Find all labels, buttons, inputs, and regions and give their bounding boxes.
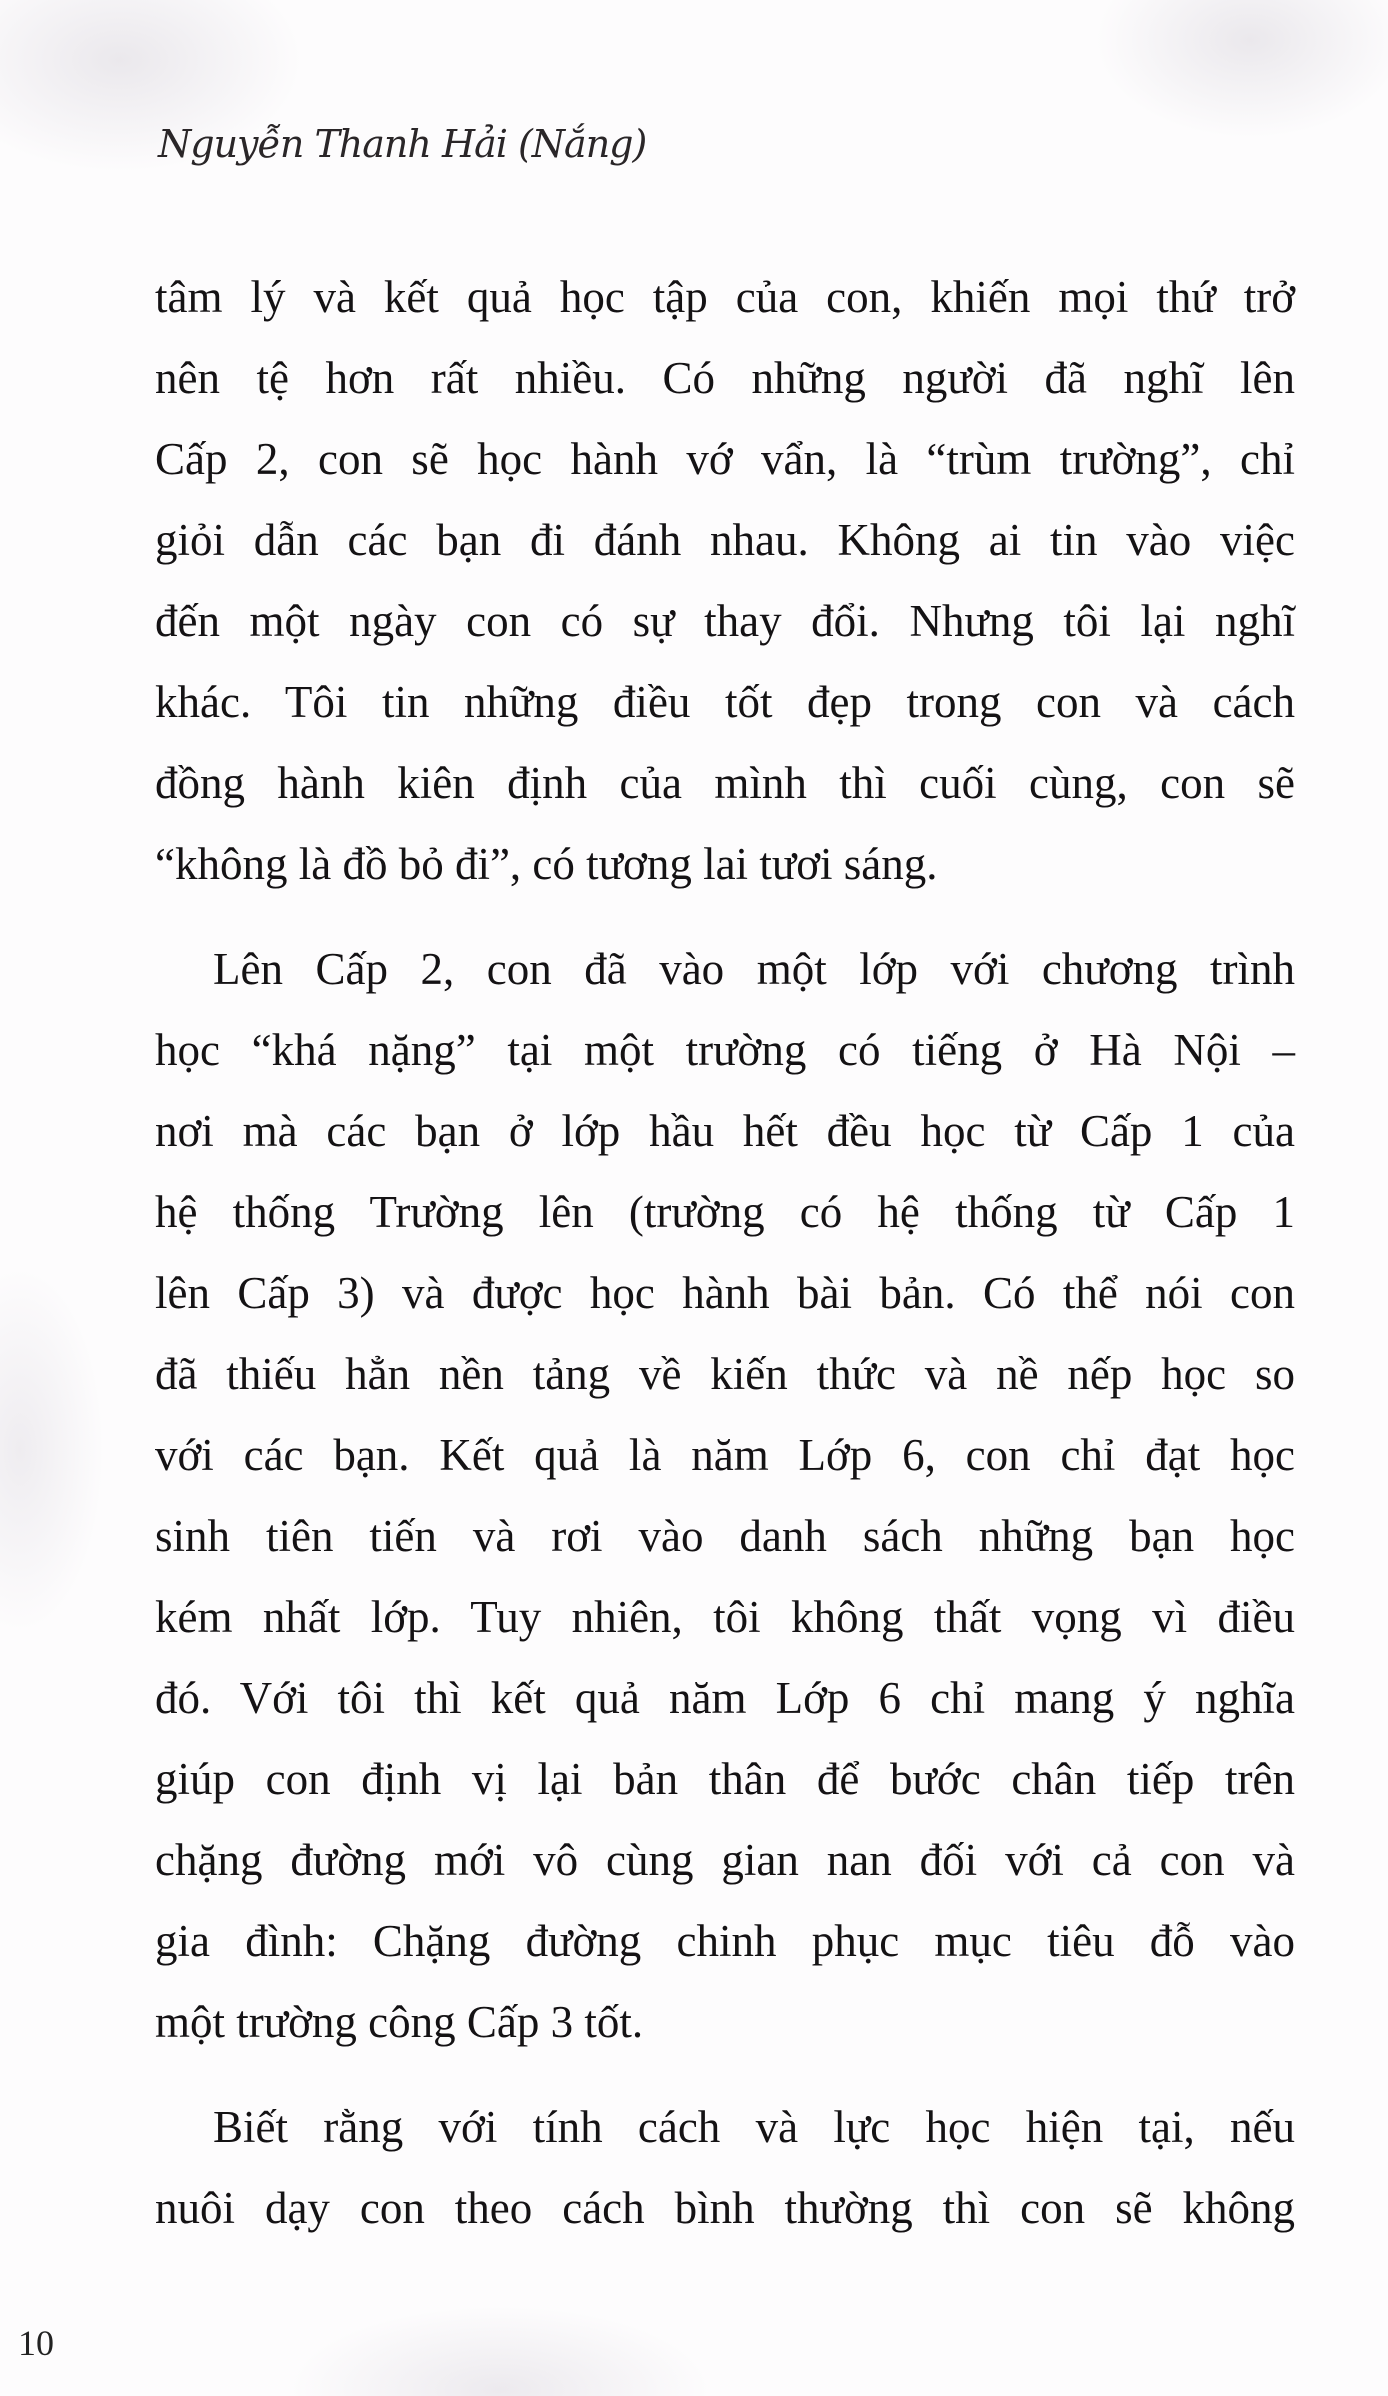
text-line: kém nhất lớp. Tuy nhiên, tôi không thất vọng vì điều: [155, 1592, 1295, 1642]
text-line: một trường công Cấp 3 tốt.: [155, 1997, 644, 2047]
text-line: nơi mà các bạn ở lớp hầu hết đều học từ Cấp 1 của: [155, 1106, 1295, 1156]
text-line: giỏi dẫn các bạn đi đánh nhau. Không ai tin vào việc: [155, 515, 1295, 565]
text-line: đồng hành kiên định của mình thì cuối cùng, con sẽ: [155, 758, 1295, 808]
text-line: Cấp 2, con sẽ học hành vớ vẩn, là “trùm trường”, chỉ: [155, 434, 1295, 484]
text-line: với các bạn. Kết quả là năm Lớp 6, con chỉ đạt học: [155, 1430, 1295, 1480]
page-number: 10: [18, 2323, 54, 2363]
text-line: lên Cấp 3) và được học hành bài bản. Có thể nói con: [155, 1268, 1295, 1318]
text-line: sinh tiên tiến và rơi vào danh sách những bạn học: [155, 1511, 1295, 1561]
text-line: giúp con định vị lại bản thân để bước chân tiếp trên: [155, 1754, 1295, 1804]
text-line: đó. Với tôi thì kết quả năm Lớp 6 chỉ mang ý nghĩa: [155, 1673, 1295, 1723]
paragraph-1: [155, 257, 1295, 905]
running-header: Nguyễn Thanh Hải (Nắng): [158, 122, 647, 166]
text-line: chặng đường mới vô cùng gian nan đối với cả con và: [155, 1835, 1295, 1885]
text-line: gia đình: Chặng đường chinh phục mục tiêu đỗ vào: [155, 1916, 1295, 1966]
text-line: khác. Tôi tin những điều tốt đẹp trong con và cách: [155, 677, 1295, 727]
text-line: nên tệ hơn rất nhiều. Có những người đã nghĩ lên: [155, 353, 1295, 403]
body-text: [155, 257, 1295, 2249]
text-line: hệ thống Trường lên (trường có hệ thống từ Cấp 1: [155, 1187, 1295, 1237]
text-line: nuôi dạy con theo cách bình thường thì con sẽ không: [155, 2183, 1295, 2233]
paragraph-3: [155, 2087, 1295, 2249]
text-line: Biết rằng với tính cách và lực học hiện tại, nếu: [213, 2102, 1295, 2152]
paragraph-2: [155, 929, 1295, 2063]
text-line: “không là đồ bỏ đi”, có tương lai tươi sáng.: [155, 839, 938, 889]
text-line: tâm lý và kết quả học tập của con, khiến mọi thứ trở: [155, 272, 1295, 322]
text-line: Lên Cấp 2, con đã vào một lớp với chương trình: [213, 944, 1295, 994]
text-line: đã thiếu hẳn nền tảng về kiến thức và nề nếp học so: [155, 1349, 1295, 1399]
text-line: học “khá nặng” tại một trường có tiếng ở Hà Nội –: [155, 1025, 1295, 1075]
text-line: đến một ngày con có sự thay đổi. Nhưng tôi lại nghĩ: [155, 596, 1295, 646]
